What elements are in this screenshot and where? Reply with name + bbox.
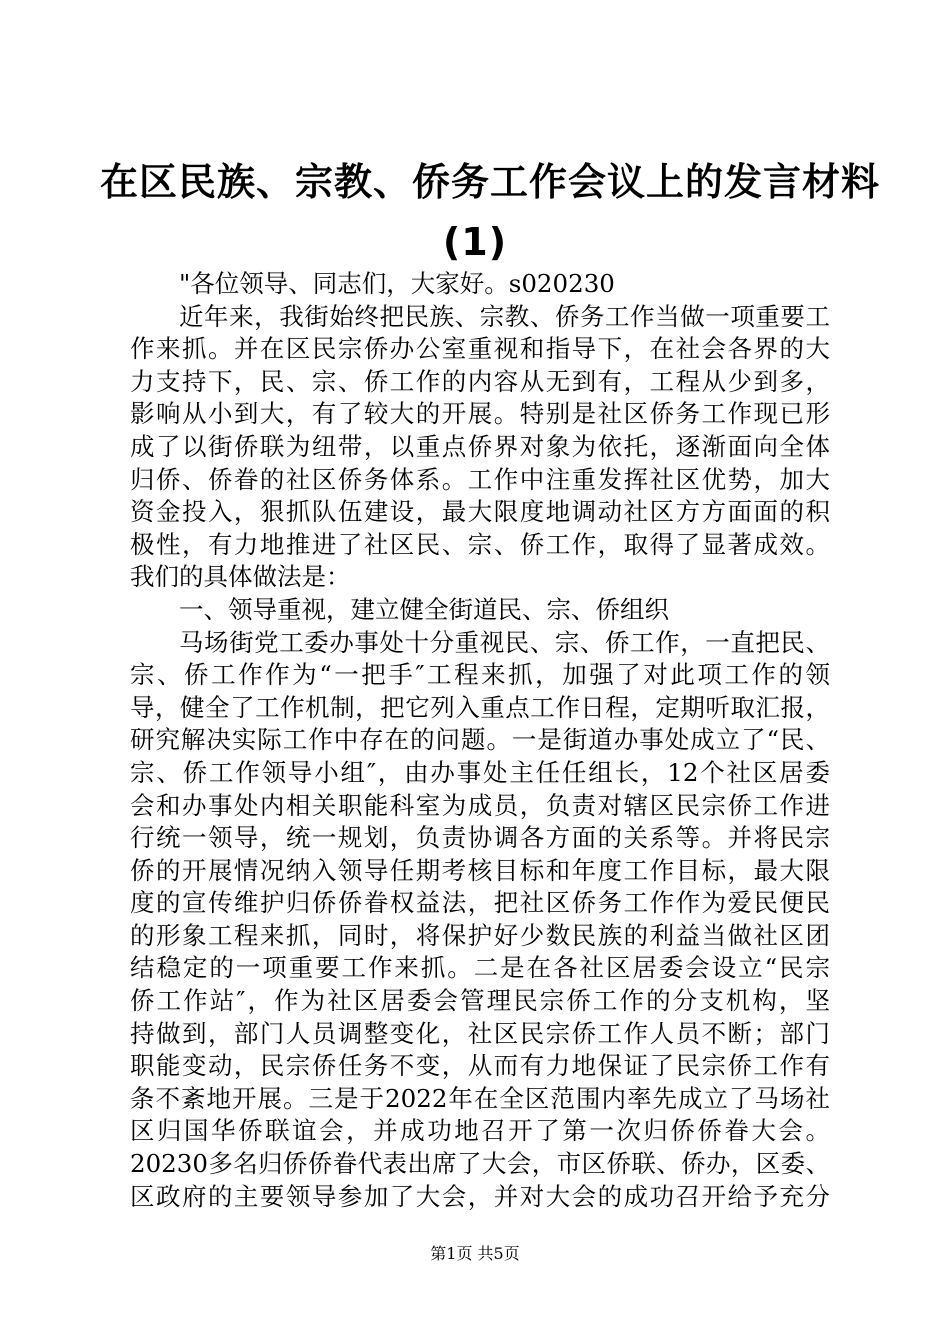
document-title-line-2: (1)	[442, 220, 508, 264]
body-line: 职能变动，民宗侨任务不变，从而有力地保证了民宗侨工作有	[130, 1051, 830, 1081]
body-line: 作来抓。并在区民宗侨办公室重视和指导下，在社会各界的大	[130, 334, 830, 364]
body-line: 会和办事处内相关职能科室为成员，负责对辖区民宗侨工作进	[130, 790, 830, 820]
body-line: 马场街党工委办事处十分重视民、宗、侨工作，一直把民、	[179, 627, 830, 657]
body-line: 行统一领导，统一规划，负责协调各方面的关系等。并将民宗	[130, 823, 830, 853]
body-line: 侨工作站″，作为社区居委会管理民宗侨工作的分支机构，坚	[130, 986, 830, 1016]
body-line: 条不紊地开展。三是于2022年在全区范围内率先成立了马场社	[130, 1083, 830, 1113]
body-line: 导，健全了工作机制，把它列入重点工作日程，定期听取汇报，	[130, 692, 830, 722]
section-heading: 一、领导重视，建立健全街道民、宗、侨组织	[179, 594, 669, 624]
body-line: 力支持下，民、宗、侨工作的内容从无到有，工程从少到多，	[130, 366, 830, 396]
body-line: 影响从小到大，有了较大的开展。特别是社区侨务工作现已形	[130, 399, 830, 429]
body-line: "各位领导、同志们，大家好。s020230	[179, 269, 615, 298]
body-line: 成了以街侨联为纽带，以重点侨界对象为依托，逐渐面向全体	[130, 431, 830, 461]
body-line: 侨的开展情况纳入领导任期考核目标和年度工作目标，最大限	[130, 855, 830, 885]
document-title-line-1: 在区民族、宗教、侨务工作会议上的发言材料	[100, 160, 881, 204]
page-number-footer: 第1页 共5页	[430, 1244, 520, 1263]
body-line: 宗、侨工作作为“一把手″工程来抓，加强了对此项工作的领	[130, 660, 830, 690]
body-line: 近年来，我街始终把民族、宗教、侨务工作当做一项重要工	[179, 301, 830, 331]
body-line: 宗、侨工作领导小组″，由办事处主任任组长，12个社区居委	[130, 757, 830, 787]
body-line: 我们的具体做法是：	[130, 562, 351, 592]
body-line: 研究解决实际工作中存在的问题。一是街道办事处成立了“民、	[130, 725, 830, 755]
body-line: 区政府的主要领导参加了大会，并对大会的成功召开给予充分	[130, 1181, 830, 1211]
body-line: 资金投入，狠抓队伍建设，最大限度地调动社区方方面面的积	[130, 497, 830, 527]
body-line: 结稳定的一项重要工作来抓。二是在各社区居委会设立“民宗	[130, 953, 830, 983]
body-line: 度的宣传维护归侨侨眷权益法，把社区侨务工作作为爱民便民	[130, 888, 830, 918]
document-body	[130, 268, 830, 1213]
body-line: 的形象工程来抓，同时，将保护好少数民族的利益当做社区团	[130, 920, 830, 950]
body-line: 持做到，部门人员调整变化，社区民宗侨工作人员不断；部门	[130, 1018, 830, 1048]
body-line: 归侨、侨眷的社区侨务体系。工作中注重发挥社区优势，加大	[130, 464, 830, 494]
body-line: 极性，有力地推进了社区民、宗、侨工作，取得了显著成效。	[130, 529, 830, 559]
body-line: 区归国华侨联谊会，并成功地召开了第一次归侨侨眷大会。	[130, 1116, 830, 1146]
body-line: 20230多名归侨侨眷代表出席了大会，市区侨联、侨办，区委、	[130, 1149, 830, 1179]
